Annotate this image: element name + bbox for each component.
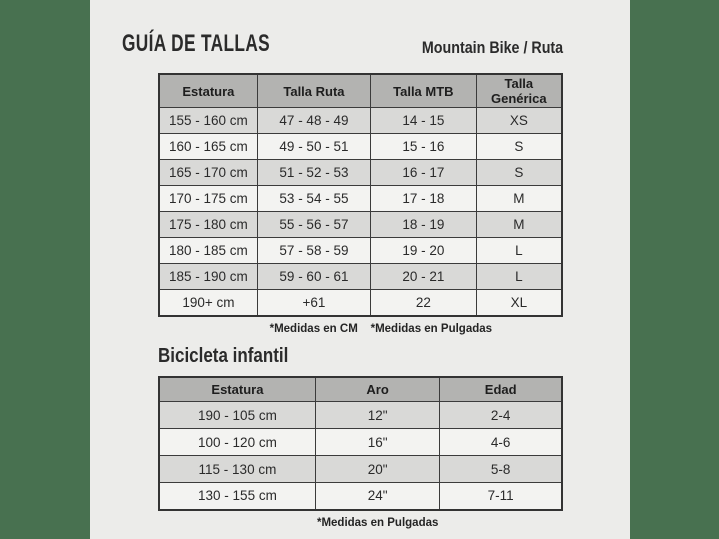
table-row <box>159 483 562 510</box>
footnote-pulgadas: *Medidas en Pulgadas <box>370 322 493 335</box>
column-header: Estatura <box>159 74 257 108</box>
table-cell: 20 - 21 <box>371 264 477 290</box>
table-row <box>159 108 562 134</box>
table-cell: 190 - 105 cm <box>159 402 315 429</box>
table-cell: 130 - 155 cm <box>159 483 315 510</box>
table-cell: 4-6 <box>440 429 562 456</box>
column-header: Estatura <box>159 377 315 402</box>
table-row <box>159 160 562 186</box>
table-cell: 49 - 50 - 51 <box>257 134 370 160</box>
table-row <box>159 402 562 429</box>
footnote-spacer <box>440 517 563 529</box>
kids-size-table <box>158 376 563 511</box>
table-cell: 185 - 190 cm <box>159 264 257 290</box>
table-cell: L <box>476 264 562 290</box>
table-cell: 55 - 56 - 57 <box>257 212 370 238</box>
adult-size-table <box>158 73 563 317</box>
column-header: Aro <box>315 377 440 402</box>
table-row <box>159 290 562 316</box>
table-cell: 57 - 58 - 59 <box>257 238 370 264</box>
table-cell: 16" <box>315 429 440 456</box>
table-cell: 160 - 165 cm <box>159 134 257 160</box>
table-cell: 165 - 170 cm <box>159 160 257 186</box>
table-cell: 5-8 <box>440 456 562 483</box>
kids-table-footnotes <box>158 517 563 529</box>
table-cell: S <box>476 160 562 186</box>
table-cell: 170 - 175 cm <box>159 186 257 212</box>
table-cell: 18 - 19 <box>371 212 477 238</box>
table-cell: 100 - 120 cm <box>159 429 315 456</box>
table-row <box>159 429 562 456</box>
footnote-spacer <box>477 323 563 335</box>
table-cell: 20" <box>315 456 440 483</box>
table-cell: XL <box>476 290 562 316</box>
table-cell: 190+ cm <box>159 290 257 316</box>
table-cell: 16 - 17 <box>371 160 477 186</box>
table-cell: 51 - 52 - 53 <box>257 160 370 186</box>
table-cell: 47 - 48 - 49 <box>257 108 370 134</box>
table-cell: 2-4 <box>440 402 562 429</box>
column-header: Edad <box>440 377 562 402</box>
adult-table-body <box>159 108 562 316</box>
table-cell: 180 - 185 cm <box>159 238 257 264</box>
table-header-row <box>159 74 562 108</box>
table-cell: S <box>476 134 562 160</box>
table-header-row <box>159 377 562 402</box>
footnote-spacer <box>158 517 315 529</box>
table-cell: 22 <box>371 290 477 316</box>
table-cell: +61 <box>257 290 370 316</box>
kids-table-head <box>159 377 562 402</box>
table-row <box>159 186 562 212</box>
table-cell: 155 - 160 cm <box>159 108 257 134</box>
table-cell: 7-11 <box>440 483 562 510</box>
adult-table-head <box>159 74 562 108</box>
table-cell: 59 - 60 - 61 <box>257 264 370 290</box>
size-guide-panel <box>90 0 630 539</box>
column-header: Talla Ruta <box>257 74 370 108</box>
table-cell: 17 - 18 <box>371 186 477 212</box>
table-row <box>159 264 562 290</box>
kids-table-body <box>159 402 562 510</box>
kids-footnote-pulgadas: *Medidas en Pulgadas <box>316 516 439 529</box>
table-cell: 15 - 16 <box>371 134 477 160</box>
table-cell: 19 - 20 <box>371 238 477 264</box>
table-cell: 115 - 130 cm <box>159 456 315 483</box>
page-subtitle: Mountain Bike / Ruta <box>421 38 563 57</box>
table-row <box>159 456 562 483</box>
table-cell: XS <box>476 108 562 134</box>
table-row <box>159 134 562 160</box>
table-cell: 12" <box>315 402 440 429</box>
table-row <box>159 238 562 264</box>
table-cell: L <box>476 238 562 264</box>
header <box>122 30 563 58</box>
page-title: GUÍA DE TALLAS <box>122 30 271 57</box>
table-cell: 53 - 54 - 55 <box>257 186 370 212</box>
table-cell: 14 - 15 <box>371 108 477 134</box>
kids-section-title: Bicicleta infantil <box>158 344 289 367</box>
table-cell: 175 - 180 cm <box>159 212 257 238</box>
table-cell: 24" <box>315 483 440 510</box>
column-header: Talla MTB <box>371 74 477 108</box>
footnote-spacer <box>158 323 257 335</box>
adult-table-footnotes <box>158 323 563 335</box>
column-header: Talla Genérica <box>476 74 562 108</box>
footnote-cm: *Medidas en CM <box>269 322 358 335</box>
table-cell: M <box>476 212 562 238</box>
table-row <box>159 212 562 238</box>
table-cell: M <box>476 186 562 212</box>
